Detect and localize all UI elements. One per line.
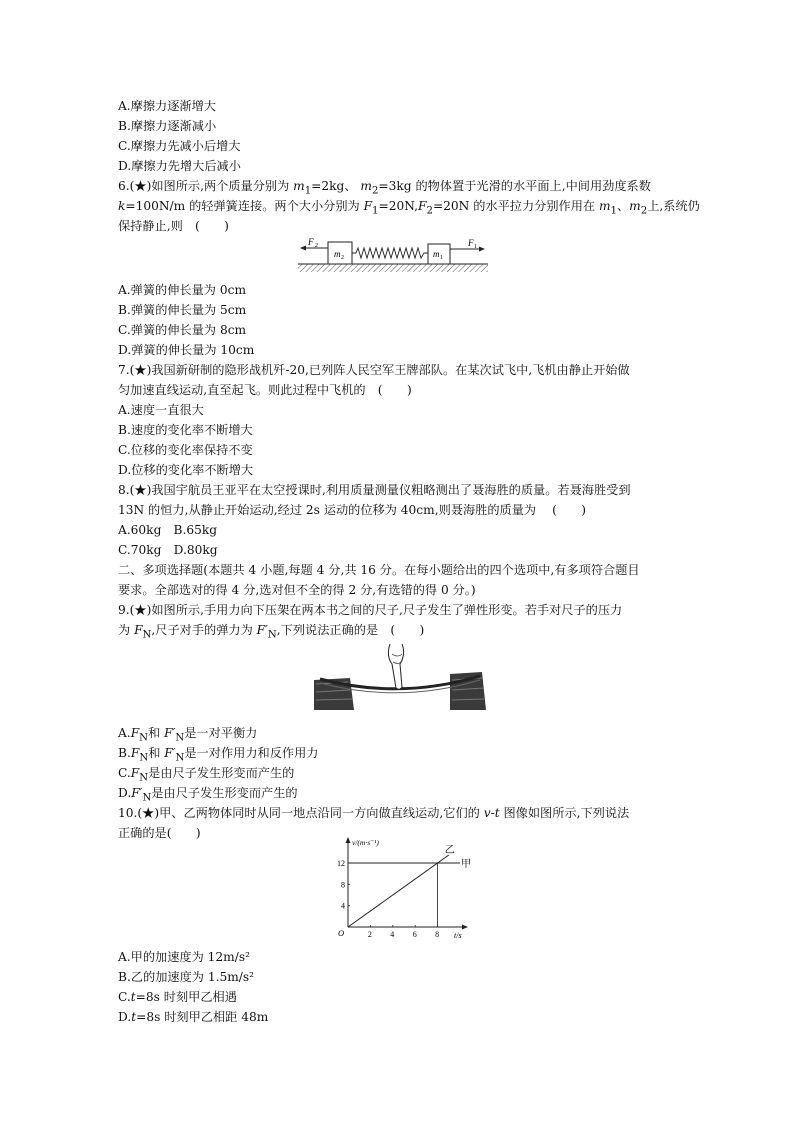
f2-label-sub: 2: [315, 243, 318, 249]
series-label-yi: 乙: [444, 845, 455, 856]
section2-heading-line1: 二、多项选择题(本题共 4 小题,每题 4 分,共 16 分。在每小题给出的四个选项中,有多项符合题目: [118, 563, 640, 577]
f2-label: F: [308, 237, 314, 247]
series-label-jia: 甲: [461, 859, 471, 870]
q8-options-row2: C.70kg D.80kg: [118, 543, 218, 557]
m2-label: m: [334, 249, 341, 259]
x-tick-label: 6: [412, 930, 417, 939]
q9-stem-line2: 为 $F_N$,尺子对手的弹力为 $F'_N$,下列说法正确的是 ( ): [118, 623, 425, 641]
q7-option-d: D.位移的变化率不断增大: [118, 463, 254, 477]
x-tick-label: 2: [367, 930, 372, 939]
q10-vt-chart: [330, 838, 471, 943]
q6-option-c: C.弹簧的伸长量为 8cm: [118, 323, 247, 337]
q5-option-d: D.摩擦力先增大后减小: [118, 159, 241, 173]
y-tick-label: 8: [341, 880, 345, 890]
q7-option-c: C.位移的变化率保持不变: [118, 443, 253, 457]
q6-stem-line3: 保持静止,则 ( ): [118, 219, 229, 233]
f2-force-arrow: [300, 246, 328, 251]
y-tick-label: 12: [337, 859, 345, 868]
y-axis-label: v/(m·s⁻¹): [352, 838, 379, 847]
q8-stem-line1: 8.(★)我国宇航员王亚平在太空授课时,利用质量测量仪粗略测出了聂海胜的质量。若聂海胜受到: [118, 483, 631, 497]
q6-option-a: A.弹簧的伸长量为 0cm: [118, 283, 246, 297]
q8-options-row1: A.60kg B.65kg: [118, 523, 218, 537]
q10-option-b: B.乙的加速度为 1.5m/s²: [118, 970, 255, 984]
q10-stem-line1: 10.(★)甲、乙两物体同时从同一地点沿同一方向做直线运动,它们的 v-t 图像如图所示,下列说法: [118, 806, 630, 820]
q5-option-a: A.摩擦力逐渐增大: [118, 99, 216, 113]
q9-stem-line1: 9.(★)如图所示,手用力向下压架在两本书之间的尺子,尺子发生了弹性形变。若手对尺子的压力: [118, 603, 623, 617]
q7-option-b: B.速度的变化率不断增大: [118, 423, 253, 437]
spring: [352, 248, 428, 258]
q5-option-c: C.摩擦力先减小后增大: [118, 139, 241, 153]
f1-label: F: [468, 238, 474, 248]
q9-option-b: $B.F_N$和 $F'_N$是一对作用力和反作用力: [118, 746, 319, 764]
m1-label: m: [433, 249, 440, 259]
q6-option-b: B.弹簧的伸长量为 5cm: [118, 303, 247, 317]
origin-label: O: [338, 928, 345, 938]
q7-stem-line2: 匀加速直线运动,直至起飞。则此过程中飞机的 ( ): [118, 383, 412, 397]
series-line-yi: [348, 855, 449, 927]
m1-label-sub: 1: [440, 255, 443, 261]
y-axis-arrow: [346, 837, 351, 843]
q9-option-a: $A.F_N$和 $F'_N$是一对平衡力: [118, 726, 258, 744]
right-book: [450, 672, 486, 710]
q10-stem-line2: 正确的是( ): [118, 826, 201, 840]
q6-option-d: D.弹簧的伸长量为 10cm: [118, 343, 255, 357]
q8-stem-line2: 13N 的恒力,从静止开始运动,经过 2s 运动的位移为 40cm,则聂海胜的质量为 ( ): [118, 503, 587, 517]
m2-label-sub: 2: [341, 255, 344, 261]
q10-option-d: D.t=8s 时刻甲乙相距 48m: [118, 1010, 269, 1024]
q6-stem-line1: 6.(★)如图所示,两个质量分别为 $m_1=2kg$、 $m_2=3kg$ 的物体置于光滑的水平面上,中间用劲度系数: [118, 179, 651, 197]
q6-spring-figure: [296, 236, 496, 274]
q9-option-c: $C.F_N$是由尺子发生形变而产生的: [118, 766, 295, 784]
x-tick-label: 8: [435, 930, 440, 939]
q6-stem-line2: k=100N/m 的轻弹簧连接。两个大小分别为 $F_1=20N,F_2=20N$ 的水平拉力分别作用在 $m_1$、$m_2$上,系统仍: [118, 199, 700, 217]
q9-option-d: $D.F'_N$是由尺子发生形变而产生的: [118, 786, 298, 804]
q9-ruler-figure: [312, 642, 488, 712]
pressing-hand: [388, 644, 403, 689]
ground-hatching: [298, 264, 488, 272]
q7-option-a: A.速度一直很大: [118, 403, 204, 417]
x-axis-label: t/s: [454, 931, 462, 940]
q10-option-c: C.t=8s 时刻甲乙相遇: [118, 990, 237, 1004]
f1-label-sub: 1: [474, 244, 477, 250]
q10-option-a: A.甲的加速度为 12m/s²: [118, 950, 250, 964]
x-axis-arrow: [462, 925, 468, 930]
y-tick-label: 4: [341, 901, 345, 911]
q5-option-b: B.摩擦力逐渐减小: [118, 119, 217, 133]
q7-stem-line1: 7.(★)我国新研制的隐形战机歼-20,已列阵人民空军王牌部队。在某次试飞中,飞机由静止开始做: [118, 363, 630, 377]
section2-heading-line2: 要求。全部选对的得 4 分,选对但不全的得 2 分,有选错的得 0 分。): [118, 583, 476, 597]
x-tick-label: 4: [390, 930, 395, 939]
